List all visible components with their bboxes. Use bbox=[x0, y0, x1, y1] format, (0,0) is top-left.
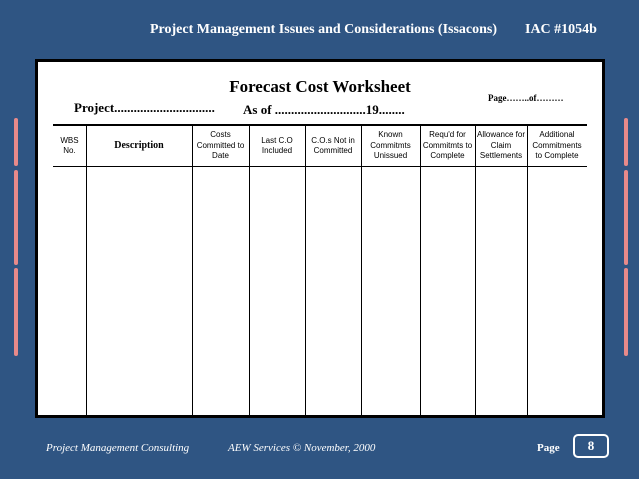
right-decor-mark-top bbox=[624, 118, 628, 166]
page-number-badge: 8 bbox=[573, 434, 609, 458]
column-header-description: Description bbox=[114, 139, 164, 151]
column-divider bbox=[527, 126, 528, 415]
column-header-claim-allowance: Allowance for Claim Settlements bbox=[476, 130, 526, 161]
page-of-label: Page……..of……… bbox=[488, 93, 564, 103]
project-field-label: Project............................... bbox=[74, 100, 215, 115]
worksheet-title: Forecast Cost Worksheet bbox=[229, 77, 411, 96]
as-of-field-label: As of ............................19........ bbox=[243, 102, 405, 117]
column-header-rule bbox=[53, 166, 587, 167]
right-decor-mark-mid bbox=[624, 170, 628, 265]
column-header-wbs: WBS No. bbox=[60, 135, 79, 155]
column-header-last-co: Last C.O Included bbox=[261, 135, 293, 155]
column-header-additional-commitments: Additional Commitments to Complete bbox=[532, 130, 582, 161]
column-header-costs-committed: Costs Committed to Date bbox=[196, 130, 245, 161]
left-decor-mark-mid bbox=[14, 170, 18, 265]
worksheet-sheet bbox=[35, 59, 605, 418]
left-decor-mark-top bbox=[14, 118, 18, 166]
column-divider bbox=[420, 126, 421, 415]
footer-company: Project Management Consulting bbox=[46, 442, 190, 454]
worksheet-table bbox=[53, 126, 587, 415]
left-decor-mark-bottom bbox=[14, 268, 18, 356]
column-divider bbox=[475, 126, 476, 415]
column-divider bbox=[249, 126, 250, 415]
footer-page-label: Page bbox=[537, 442, 560, 454]
column-divider bbox=[192, 126, 193, 415]
column-header-known-commitments: Known Commitmts Unissued bbox=[370, 130, 411, 161]
column-divider bbox=[305, 126, 306, 415]
header-title: Project Management Issues and Considerations (Issacons) bbox=[150, 22, 498, 37]
column-header-cos-not-committed: C.O.s Not in Committed bbox=[311, 135, 355, 155]
column-divider bbox=[86, 126, 87, 415]
column-divider bbox=[361, 126, 362, 415]
column-header-required-commitments: Requ'd for Commitmts to Complete bbox=[422, 130, 473, 161]
header-code: IAC #1054b bbox=[525, 22, 597, 37]
footer-copyright: AEW Services © November, 2000 bbox=[228, 442, 376, 454]
right-decor-mark-bottom bbox=[624, 268, 628, 356]
